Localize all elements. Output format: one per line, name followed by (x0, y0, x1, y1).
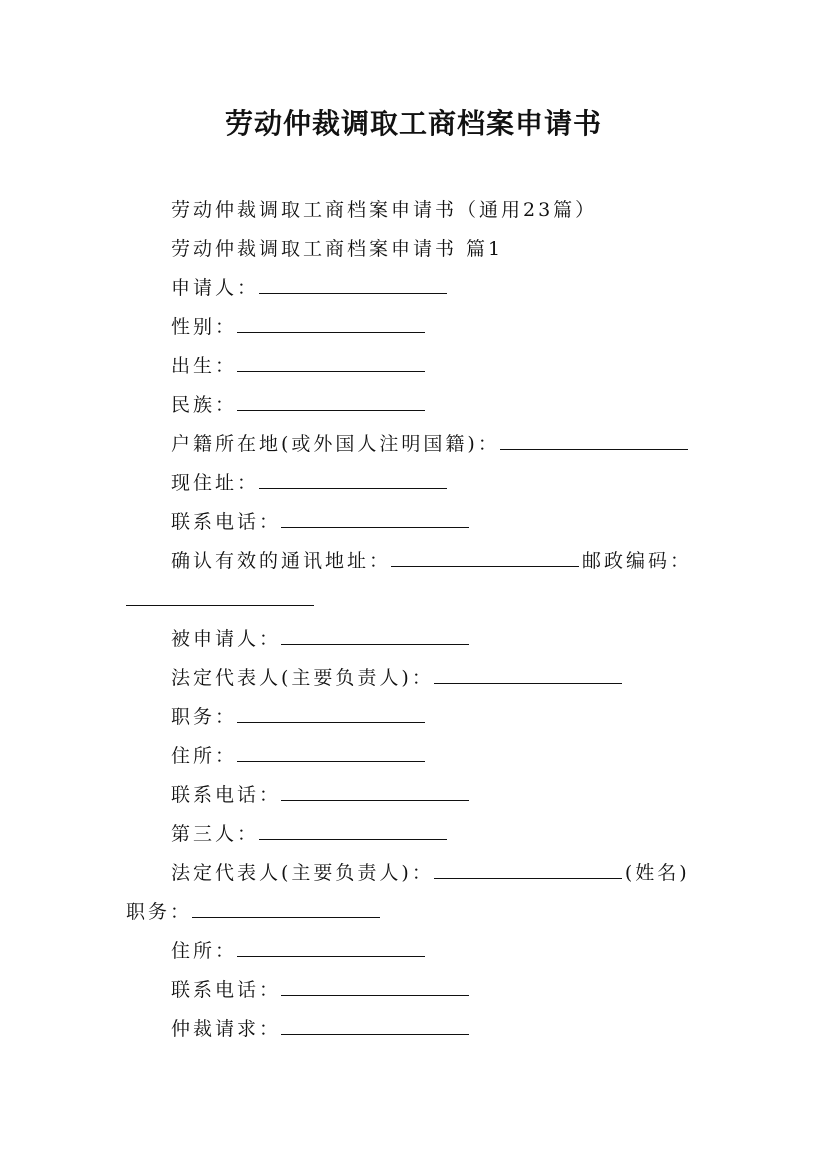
respondent-row (171, 625, 472, 653)
birth-field[interactable] (237, 355, 425, 372)
postal-code-field[interactable] (126, 589, 314, 606)
applicant-row (171, 274, 450, 302)
mailing-address-label: 确认有效的通讯地址： (171, 550, 392, 572)
ethnicity-field[interactable] (237, 394, 425, 411)
third-legal-rep-label: 法定代表人(主要负责人)： (171, 862, 434, 884)
third-phone-label: 联系电话： (171, 979, 282, 1001)
third-party-row (171, 820, 450, 848)
ethnicity-row (171, 391, 428, 419)
third-phone-field[interactable] (281, 979, 469, 996)
applicant-label: 申请人： (171, 277, 260, 299)
arbitration-request-row (171, 1015, 472, 1043)
phone-label: 联系电话： (171, 511, 282, 533)
residence-field[interactable] (237, 745, 425, 762)
address-label: 现住址： (171, 472, 260, 494)
document-subtitle: 劳动仲裁调取工商档案申请书（通用23篇） (171, 199, 598, 221)
name-suffix-label: (姓名) (624, 862, 690, 884)
third-party-label: 第三人： (171, 823, 260, 845)
third-position-label: 职务： (126, 901, 193, 923)
domicile-field[interactable] (500, 433, 688, 450)
section-heading: 劳动仲裁调取工商档案申请书 篇1 (171, 238, 504, 260)
position-row (171, 703, 428, 731)
third-party-field[interactable] (259, 823, 447, 840)
applicant-field[interactable] (259, 277, 447, 294)
ethnicity-label: 民族： (171, 394, 238, 416)
residence-row (171, 742, 428, 770)
position-field[interactable] (237, 706, 425, 723)
phone-row (171, 508, 472, 536)
respondent-field[interactable] (281, 628, 469, 645)
arbitration-request-label: 仲裁请求： (171, 1018, 282, 1040)
mailing-address-field[interactable] (391, 550, 579, 567)
third-residence-field[interactable] (237, 940, 425, 957)
third-legal-rep-field[interactable] (434, 862, 622, 879)
birth-label: 出生： (171, 355, 238, 377)
third-position-field[interactable] (192, 901, 380, 918)
third-residence-row (171, 937, 428, 965)
arbitration-request-field[interactable] (281, 1018, 469, 1035)
third-phone-row (171, 976, 472, 1004)
document-title: 劳动仲裁调取工商档案申请书 (224, 107, 602, 140)
legal-rep-label: 法定代表人(主要负责人)： (171, 667, 434, 689)
gender-row (171, 313, 428, 341)
address-row (171, 469, 450, 497)
respondent-phone-row (171, 781, 472, 809)
address-field[interactable] (259, 472, 447, 489)
gender-label: 性别： (171, 316, 238, 338)
phone-field[interactable] (281, 511, 469, 528)
birth-row (171, 352, 428, 380)
postal-code-row (126, 586, 317, 614)
respondent-label: 被申请人： (171, 628, 282, 650)
domicile-row (171, 430, 691, 458)
postal-code-label: 邮政编码： (582, 550, 693, 572)
domicile-label: 户籍所在地(或外国人注明国籍)： (171, 433, 500, 455)
third-legal-rep-row (171, 859, 690, 887)
legal-rep-field[interactable] (434, 667, 622, 684)
mailing-address-row (171, 547, 692, 575)
third-position-row (126, 898, 383, 926)
position-label: 职务： (171, 706, 238, 728)
gender-field[interactable] (237, 316, 425, 333)
respondent-phone-label: 联系电话： (171, 784, 282, 806)
third-residence-label: 住所： (171, 940, 238, 962)
legal-rep-row (171, 664, 625, 692)
respondent-phone-field[interactable] (281, 784, 469, 801)
residence-label: 住所： (171, 745, 238, 767)
